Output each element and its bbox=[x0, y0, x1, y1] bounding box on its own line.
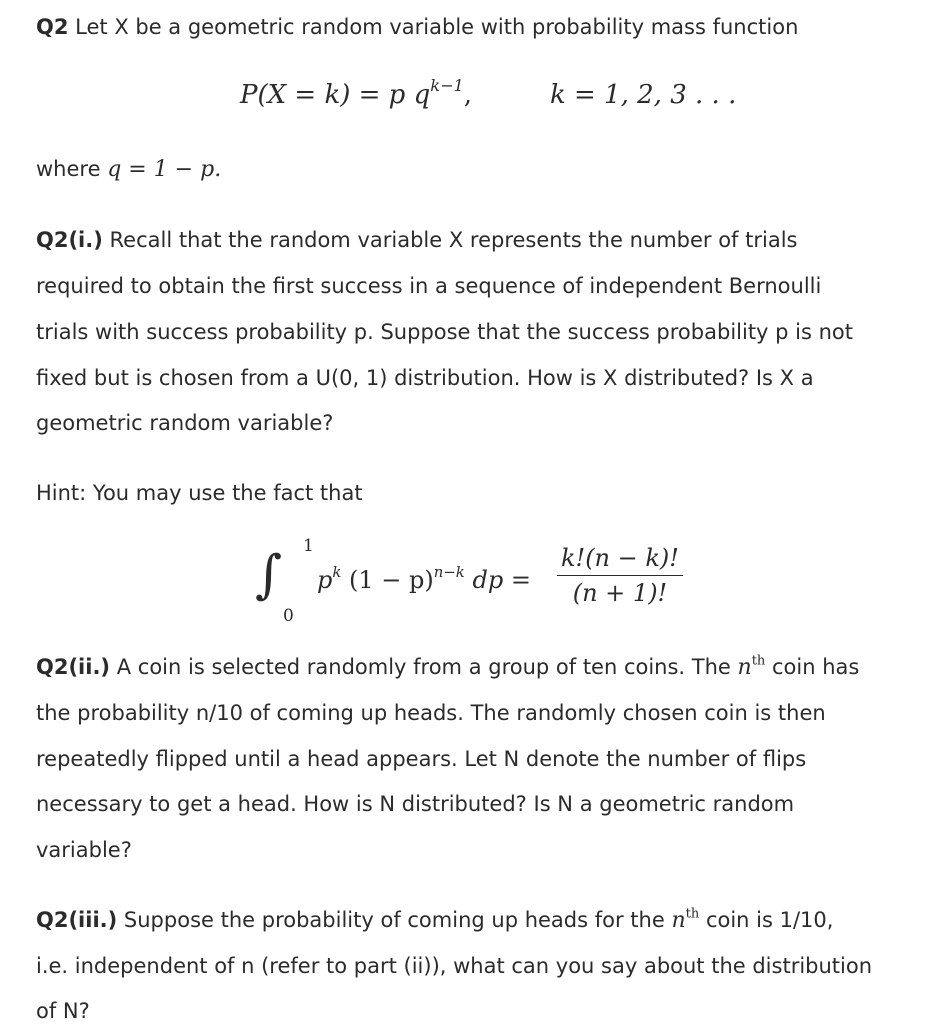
fraction-denominator: (n + 1)! bbox=[572, 579, 668, 607]
q2-intro-text: Let X be a geometric random variable with probability mass function bbox=[75, 15, 799, 39]
integral-lower-limit: 0 bbox=[283, 606, 294, 626]
integral-upper-limit: 1 bbox=[303, 536, 314, 556]
q2ii-line-1a: A coin is selected randomly from a group of ten coins. The bbox=[116, 655, 731, 679]
integral-result-fraction bbox=[557, 544, 683, 607]
q2i-line-3: trials with success probability p. Suppose that the success probability p is not bbox=[36, 320, 854, 344]
q2iii-line-2: i.e. independent of n (refer to part (ii)), what can you say about the distribution bbox=[36, 954, 873, 978]
q2ii-line-3: repeatedly flipped until a head appears. Let N denote the number of flips bbox=[36, 747, 807, 771]
q2ii-line-2: the probability n/10 of coming up heads. The randomly chosen coin is then bbox=[36, 701, 826, 725]
q2iii-line-1b: coin is 1/10, bbox=[705, 908, 834, 932]
pmf-support: k = 1, 2, 3 . . . bbox=[550, 80, 737, 110]
q2i-label: Q2(i.) bbox=[36, 228, 103, 252]
pmf-exponent: k−1 bbox=[430, 75, 464, 95]
q2i-line-4: fixed but is chosen from a U(0, 1) distribution. How is X distributed? Is X a bbox=[36, 366, 814, 390]
q2ii-line-4: necessary to get a head. How is N distributed? Is N a geometric random bbox=[36, 792, 795, 816]
where-math: q = 1 − p. bbox=[107, 157, 222, 182]
integral-formula bbox=[255, 530, 695, 630]
integrand: $p^k$ $(1 - p)^{n-k}$ dp = bbox=[317, 562, 531, 594]
pmf-formula bbox=[240, 75, 473, 110]
q2ii-n: n bbox=[737, 655, 752, 680]
q2i-line-2: required to obtain the first success in a sequence of independent Bernoulli bbox=[36, 274, 822, 298]
hint-text: Hint: You may use the fact that bbox=[36, 481, 363, 505]
q2iii-th: th bbox=[685, 906, 700, 922]
q2i-line-5: geometric random variable? bbox=[36, 411, 334, 435]
pmf-lhs: P(X = k) = p q bbox=[240, 80, 431, 110]
fraction-numerator: k!(n − k)! bbox=[557, 544, 683, 576]
q2ii-line-5: variable? bbox=[36, 838, 132, 862]
q2iii-label: Q2(iii.) bbox=[36, 908, 118, 932]
q2i-line-1: Recall that the random variable X represents the number of trials bbox=[109, 228, 798, 252]
q2-label: Q2 bbox=[36, 15, 69, 39]
q2iii-line-1a: Suppose the probability of coming up heads for the bbox=[123, 908, 665, 932]
q2ii-th: th bbox=[751, 653, 766, 669]
pmf-comma: , bbox=[463, 80, 473, 110]
q2iii-line-3: of N? bbox=[36, 999, 90, 1023]
q2ii-line-1b: coin has bbox=[772, 655, 860, 679]
q2iii-n: n bbox=[671, 908, 686, 933]
where-text: where bbox=[36, 157, 101, 181]
integral-sign: ∫ bbox=[255, 545, 283, 605]
q2ii-label: Q2(ii.) bbox=[36, 655, 111, 679]
